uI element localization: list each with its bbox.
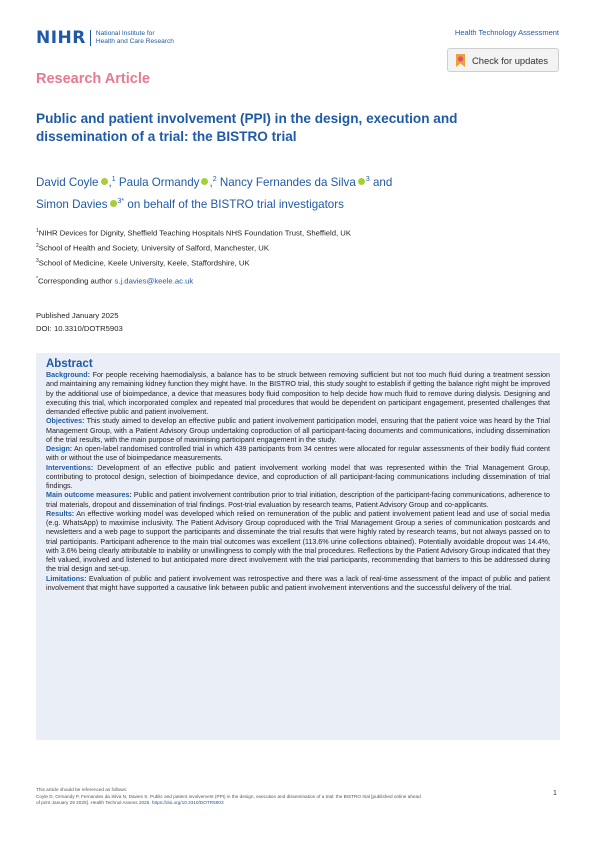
affiliation-number: 1 — [36, 228, 39, 234]
affiliation-item — [36, 255, 351, 270]
author-group: on behalf of the BISTRO trial investigators — [127, 197, 344, 211]
abstract-section-text: An effective working model was developed which relied on remuneration of the public and patient involvement patient lead and use of social media (e.g. WhatsApp) to maximise inclusivity. The Patient Advisory Group coproduced with the Trial Management Group a series of communication postcards and newsletters and a web page to support the participants and disseminate the trial results that were highly rated by research teams, but not always passed on to trial participants. Participant adherence to the main trial outcomes was excellent (113.6% urine collections obtained). Potentially avoidable dropout was 14.4%, with 3.6% being clearly attributable to inability or unwillingness to comply with the trial procedures. Reflections by the Patient Advisory Group indicated that they felt valued, involved and listened to but anticipated more direct involvement with the trial participants, recommending that barriers to this be addressed during the trial design and set-up. — [46, 509, 550, 574]
author-list: David Coyle ,$^1$ Paula Ormandy ,$^2$ Nancy Fernandes da Silva $^3$ and Simon Davies $^{3*}$ on behalf of the BISTRO trial investigators — [36, 175, 393, 211]
corresponding-email-link[interactable]: s.j.davies@keele.ac.uk — [114, 276, 194, 286]
abstract-heading: Abstract — [46, 358, 93, 370]
abstract-section-text: This study aimed to develop an effective public and patient involvement participation model, ensuring that the patient voice was heard by the Trial Management Group, with a Patient Advisory Group undertaking coproduction of all participant-facing documents and communications, including dissemination of the trial results, with the main purpose of maximising participant engagement in the study. — [46, 417, 550, 444]
affiliation-number: 2 — [36, 243, 39, 250]
orcid-icon[interactable] — [110, 200, 117, 207]
corresponding-label: Corresponding author — [37, 276, 113, 286]
abstract-interventions — [46, 464, 550, 492]
abstract-section-label: Interventions: — [46, 463, 94, 472]
check-for-updates-button[interactable] — [447, 48, 559, 72]
affiliation-number: 3 — [36, 258, 39, 265]
abstract-limitations — [46, 575, 550, 594]
abstract-main-outcome-measures — [46, 491, 550, 510]
citation-suffix: of print January 29 2025]. Health Technol Assess 2025. — [36, 800, 151, 805]
author-affiliation-ref: 2 — [212, 176, 217, 183]
author-affiliation-ref: 3* — [117, 197, 125, 205]
logo-line-2: Health and Care Research — [95, 38, 174, 45]
abstract-design — [46, 445, 550, 464]
abstract-section-text: For people receiving haemodialysis, a balance has to be struck between removing sufficient but not too much fluid during a treatment session and maintaining any remaining kidney function they might have. In the BISTRO trial, this study sought to establish if getting the balance right might be improved by the additional use of bioimpedance, a device that measures body fluid composition to help decide how much fluid to remove during dialysis. Designing and executing this trial, which incorporated complex and repeated trial procedures that would be dependent on participant engagement, presented challenges that demanded effective public and patient involvement. — [46, 371, 550, 416]
check-for-updates-label: Check for updates — [472, 54, 549, 66]
abstract-section-text: Public and patient involvement contribution prior to trial initiation, description of the participant-facing communications, adherence to trial materials, dropout and dissemination of trial findings. Post-trial evaluation by research teams, Patient Advisory Group and co-applicants. — [46, 491, 551, 509]
author-name: Nancy Fernandes da Silva — [219, 175, 356, 189]
abstract-section-label: Design: — [46, 445, 73, 453]
abstract-section-label: Results: — [46, 509, 75, 518]
publication-info — [36, 310, 123, 335]
doi: DOI: 10.3310/DOTR5903 — [36, 323, 123, 333]
citation-text: Coyle D, Ormandy P, Fernandes da Silva N, Davies S. Public and patient involvement (PPI) in the design, execution and dissemination of a trial: the BISTRO trial [published online ahead — [36, 793, 421, 799]
abstract-section-label: Main outcome measures: — [46, 491, 132, 500]
page-number: 1 — [553, 790, 557, 797]
affiliation-item — [36, 240, 351, 255]
orcid-icon[interactable] — [101, 178, 108, 185]
orcid-icon[interactable] — [358, 178, 365, 185]
abstract-section-label: Background: — [46, 371, 91, 379]
abstract-section-label: Limitations: — [46, 574, 87, 583]
author-name: Simon Davies — [36, 197, 108, 211]
abstract-box — [36, 353, 560, 740]
citation-intro: This article should be referenced as follows: — [36, 787, 128, 792]
bookmark-update-icon — [455, 54, 466, 67]
citation-text-end — [36, 800, 536, 807]
affiliation-item — [36, 225, 351, 240]
author-affiliation-ref: 3 — [365, 176, 370, 183]
author-name: David Coyle — [36, 175, 99, 189]
abstract-section-text: Evaluation of public and patient involvement was retrospective and there was a lack of real-time assessment of the impact of public and patient involvement that might have supported a causative link between public and patient involvement interventions and the successful delivery of the trial. — [46, 574, 550, 592]
orcid-icon[interactable] — [201, 178, 208, 185]
affiliations — [36, 225, 351, 270]
author-name: Paula Ormandy — [118, 175, 200, 189]
affiliation-text: School of Health and Society, University of Salford, Manchester, UK — [38, 243, 269, 253]
abstract-background — [46, 371, 550, 417]
author-affiliation-ref: 1 — [111, 176, 116, 183]
corresponding-author — [36, 276, 193, 286]
logo-mark: NIHR — [36, 28, 86, 48]
abstract-section-text: An open-label randomised controlled trial in which 439 participants from 34 centres were allocated for regular assessments of their bodily fluid content with or without the use of bioimpedance measurements. — [46, 445, 550, 463]
affiliation-text: NIHR Devices for Dignity, Sheffield Teaching Hospitals NHS Foundation Trust, Sheffield, UK — [38, 228, 351, 238]
journal-name[interactable]: Health Technology Assessment — [454, 28, 559, 37]
abstract-section-text: Development of an effective public and patient involvement working model that was represented within the Trial Management Group, contributing to protocol design, selection of bioimpedance device, and coproduction of all participant-facing communications including dissemination of trial findings. — [46, 463, 550, 490]
abstract-results — [46, 510, 550, 575]
logo-divider — [90, 30, 91, 46]
citation-footer — [36, 787, 536, 807]
logo-text — [96, 30, 174, 46]
page-header — [36, 24, 559, 48]
article-title: Public and patient involvement (PPI) in the design, execution and dissemination of a trial: the BISTRO trial — [36, 111, 458, 144]
author-joiner: and — [372, 175, 393, 189]
abstract-section-label: Objectives: — [46, 417, 85, 426]
logo-line-1: National Institute for — [95, 30, 155, 37]
abstract-objectives — [46, 417, 550, 445]
article-type: Research Article — [36, 71, 150, 87]
doi-link[interactable]: https://doi.org/10.3310/DOTR5903 — [151, 800, 224, 805]
nihr-logo[interactable] — [36, 28, 174, 48]
published-date: Published January 2025 — [36, 311, 119, 320]
affiliation-text: School of Medicine, Keele University, Keele, Staffordshire, UK — [38, 258, 250, 268]
corresponding-marker: * — [36, 276, 38, 282]
